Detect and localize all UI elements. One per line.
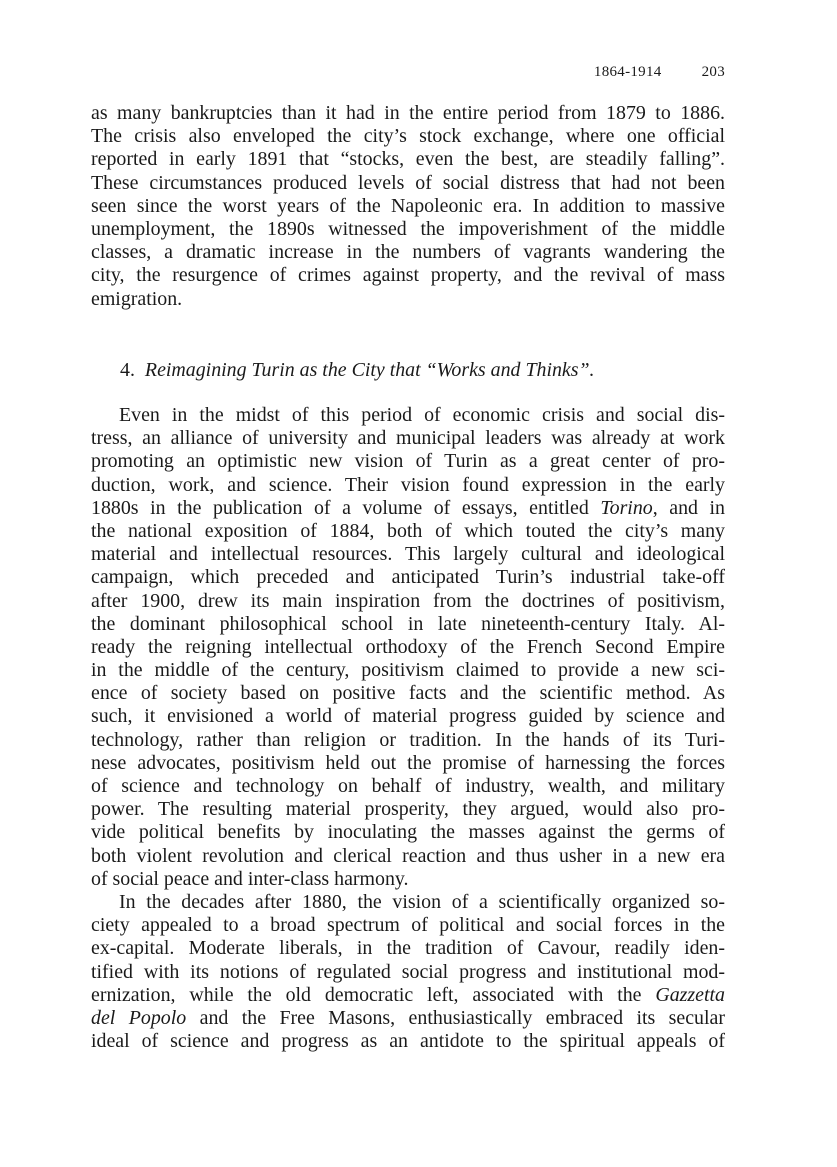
- text-line-with-italic: [91, 984, 725, 1007]
- text-line: campaign, which preceded and anticipated Turin’s industrial take-off: [91, 566, 725, 589]
- text-line: ence of society based on positive facts and the scientific method. As: [91, 682, 725, 705]
- text-line: tified with its notions of regulated social progress and institutional mod-: [91, 960, 725, 983]
- text-line: seen since the worst years of the Napoleonic era. In addition to massive: [91, 194, 725, 217]
- text-line: of science and technology on behalf of industry, wealth, and military: [91, 775, 725, 797]
- text-line: nese advocates, positivism held out the promise of harnessing the forces: [91, 751, 725, 774]
- text-line: ciety appealed to a broad spectrum of political and social forces in the: [91, 914, 725, 937]
- line-text: ernization, while the old democratic left, associated with the: [91, 983, 656, 1006]
- line-text: 1880s in the publication of a volume of essays, entitled: [91, 496, 601, 519]
- text-line: ready the reigning intellectual orthodoxy of the French Second Empire: [91, 635, 725, 658]
- section-title: Reimagining Turin as the City that “Works and Thinks”.: [144, 359, 595, 381]
- running-head-years: 1864-1914: [593, 64, 662, 80]
- text-line: as many bankruptcies than it had in the entire period from 1879 to 1886.: [91, 102, 725, 124]
- text-line: city, the resurgence of crimes against property, and the revival of mass: [91, 264, 725, 287]
- text-line: Even in the midst of this period of economic crisis and social dis-: [119, 404, 725, 426]
- text-line: such, it envisioned a world of material progress guided by science and: [91, 705, 725, 728]
- italic-title: del Popolo: [91, 1006, 187, 1029]
- text-line-with-italic: [91, 497, 725, 520]
- italic-title: Gazzetta: [655, 983, 725, 1006]
- text-line: classes, a dramatic increase in the numbers of vagrants wandering the: [91, 241, 725, 264]
- text-line: reported in early 1891 that “stocks, even the best, are steadily falling”.: [91, 148, 725, 171]
- text-line: material and intellectual resources. This largely cultural and ideological: [91, 543, 725, 566]
- text-line: vide political benefits by inoculating the masses against the germs of: [91, 821, 725, 844]
- page-number: 203: [701, 64, 725, 80]
- text-line: ideal of science and progress as an antidote to the spiritual appeals of: [91, 1030, 725, 1053]
- text-line: power. The resulting material prosperity, they argued, would also pro-: [91, 798, 725, 821]
- section-heading: [120, 359, 595, 382]
- text-line: after 1900, drew its main inspiration from the doctrines of positivism,: [91, 589, 725, 612]
- text-line: In the decades after 1880, the vision of a scientifically organized so-: [119, 891, 725, 913]
- text-line: ex-capital. Moderate liberals, in the tradition of Cavour, readily iden-: [91, 937, 725, 960]
- text-line: duction, work, and science. Their vision found expression in the early: [91, 473, 725, 496]
- text-line: tress, an alliance of university and municipal leaders was already at work: [91, 427, 725, 450]
- line-text: , and in: [652, 496, 726, 519]
- text-line: both violent revolution and clerical reaction and thus usher in a new era: [91, 844, 725, 867]
- paragraph-continued: [91, 102, 725, 311]
- text-line-with-italic: [91, 1007, 725, 1030]
- text-line: These circumstances produced levels of social distress that had not been: [91, 171, 725, 194]
- text-line: The crisis also enveloped the city’s stock exchange, where one official: [91, 125, 725, 148]
- paragraph: [91, 891, 725, 1053]
- italic-title: Torino: [600, 496, 653, 519]
- section-number: 4.: [120, 359, 135, 381]
- text-line: technology, rather than religion or tradition. In the hands of its Turi-: [91, 728, 725, 751]
- text-line: of social peace and inter-class harmony.: [91, 867, 409, 890]
- text-line: the dominant philosophical school in late nineteenth-century Italy. Al-: [91, 612, 725, 635]
- text-line: unemployment, the 1890s witnessed the impoverishment of the middle: [91, 217, 725, 240]
- text-line: in the middle of the century, positivism claimed to provide a new sci-: [91, 659, 725, 682]
- text-line: emigration.: [91, 287, 183, 310]
- paragraph: [91, 404, 725, 891]
- text-line: the national exposition of 1884, both of which touted the city’s many: [91, 519, 725, 542]
- text-line: promoting an optimistic new vision of Turin as a great center of pro-: [91, 450, 725, 473]
- line-text: and the Free Masons, enthusiastically embraced its secular: [199, 1006, 725, 1029]
- running-head: [594, 64, 725, 81]
